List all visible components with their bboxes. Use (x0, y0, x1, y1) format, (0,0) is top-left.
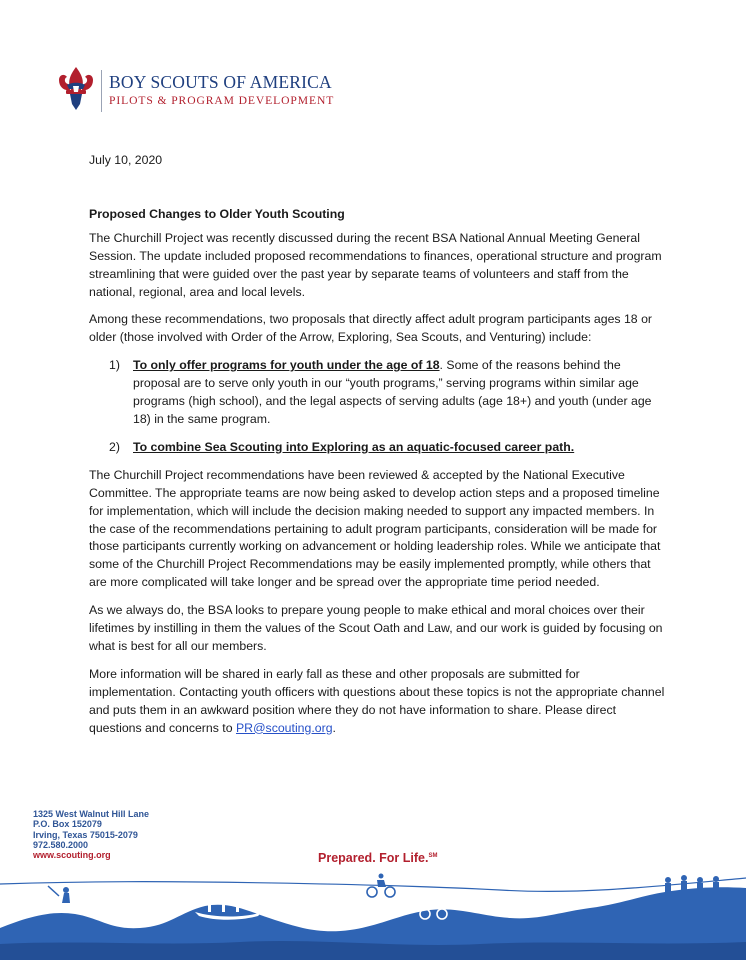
tagline (318, 851, 437, 865)
proposal-detail: . Some of the reasons behind the proposal are to serve only youth in our “youth programs,” serving programs within similar age programs (high school), and the legal aspects of serving adults (age 18+) and youth (under age 18) in the same program. (133, 358, 652, 426)
proposal-item-1 (109, 357, 669, 429)
paragraph-proposals-intro: Among these recommendations, two proposals that directly affect adult program participants ages 18 or older (those involved with Order of the Arrow, Exploring, Sea Scouts, and Venturing) include: (89, 312, 652, 345)
paragraph-mission: As we always do, the BSA looks to prepare young people to make ethical and moral choices over their lifetimes by instilling in them the values of the Scout Oath and Law, and our work is guided by focusing on what is best for all our members. (89, 603, 663, 653)
letter-body (89, 152, 669, 747)
website-link[interactable]: www.scouting.org (33, 850, 111, 861)
paragraph-intro: The Churchill Project was recently discussed during the recent BSA National Annual Meeting General Session. The update included proposed recommendations to finances, operational structure and program streamlining that were guided over the past year by separate teams of volunteers and staff from the national, regional, area and local levels. (89, 230, 662, 299)
address-line: Irving, Texas 75015-2079 (33, 829, 138, 840)
tagline-trademark: SM (428, 852, 438, 859)
outdoor-activities-landscape-icon (0, 868, 746, 960)
address-line: P.O. Box 152079 (33, 819, 102, 830)
proposal-number: 1) (109, 358, 120, 373)
email-link[interactable]: PR@scouting.org (235, 720, 333, 735)
address-line: 1325 West Walnut Hill Lane (33, 809, 150, 819)
footer-address (33, 809, 149, 860)
contact-text: More information will be shared in early fall as these and other proposals are submitted for implementation. Contacting youth officers with questions about these topics is not the appropriate channel and puts them in an awkward position where they do not have information to share. Please direct questions and concerns to (89, 666, 665, 735)
tagline-text: Prepared. For Life. (318, 851, 429, 865)
proposal-title: To combine Sea Scouting into Exploring as an aquatic-focused career path. (133, 439, 575, 454)
proposal-text (133, 439, 669, 457)
fleur-de-lis-eagle-logo-icon (56, 66, 96, 112)
paragraph-review: The Churchill Project recommendations have been reviewed & accepted by the National Executive Committee. The appropriate teams are now being asked to develop action steps and a proposed timeline for implementation, which will include the decision making needed to support any impacted members. In the case of the recommendations pertaining to adult program participants, consideration will be made for those participants currently working on advancement or holding leadership roles. While we anticipate that some of the Churchill Project Recommendations may be easily implemented promptly, while others that are more complicated will take longer and be spread over the appropriate time period needed. (89, 467, 661, 590)
department-name: PILOTS & PROGRAM DEVELOPMENT (109, 94, 335, 107)
climber-icon (48, 886, 70, 903)
proposal-title: To only offer programs for youth under the age of 18 (133, 358, 440, 373)
letterhead (56, 66, 476, 116)
proposal-text (133, 357, 669, 429)
letter-subject: Proposed Changes to Older Youth Scouting (89, 206, 345, 221)
letterhead-divider (101, 70, 102, 112)
organization-name: BOY SCOUTS OF AMERICA (109, 72, 332, 92)
proposal-number: 2) (109, 439, 120, 454)
letter-date: July 10, 2020 (89, 153, 163, 167)
paragraph-contact (89, 666, 669, 738)
phone-number: 972.580.2000 (33, 839, 89, 850)
proposal-item-2 (109, 439, 669, 457)
contact-end: . (332, 720, 336, 735)
